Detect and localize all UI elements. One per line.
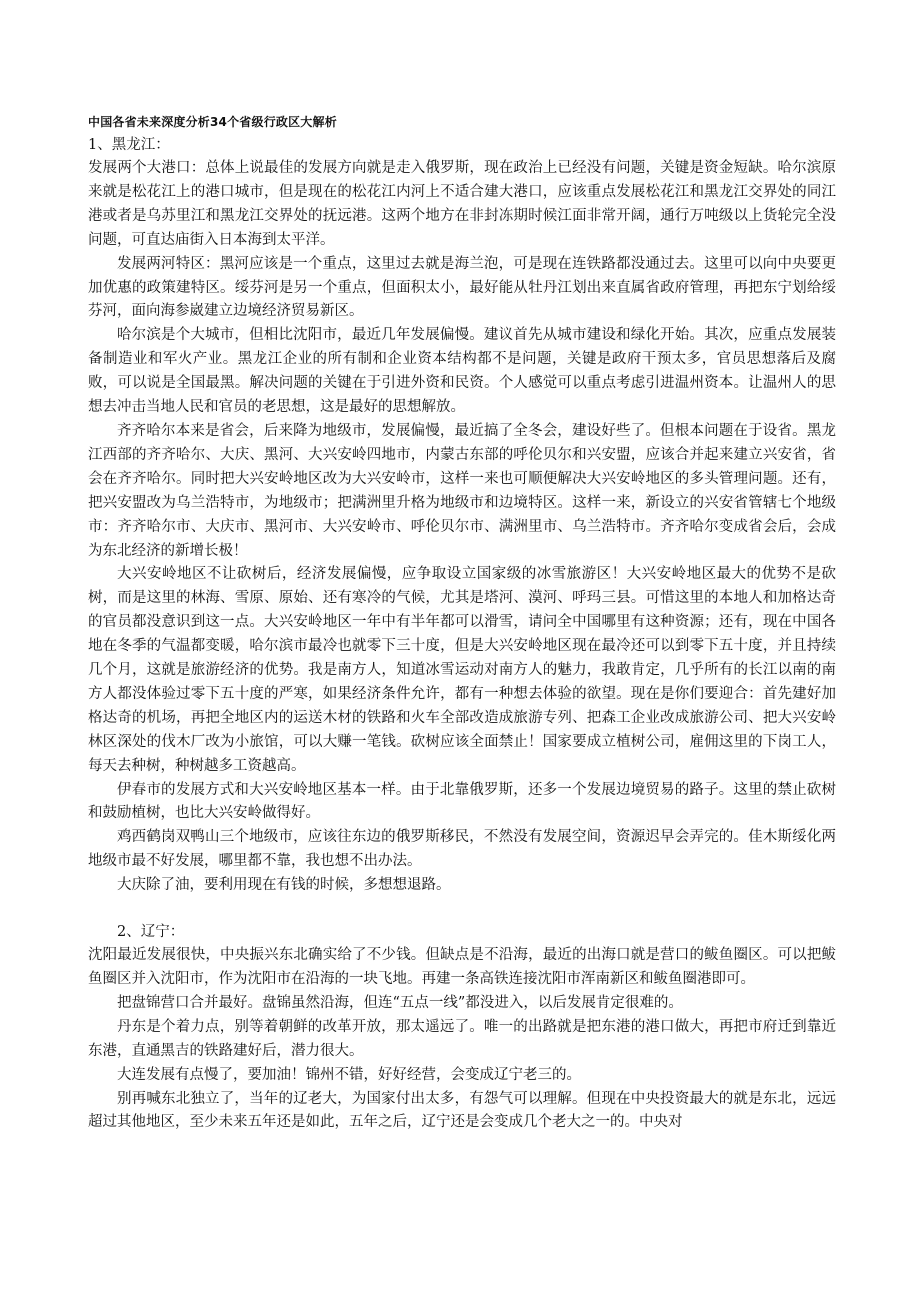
paragraph: 哈尔滨是个大城市，但相比沈阳市，最近几年发展偏慢。建议首先从城市建设和绿化开始。其次，应重点发展装备制造业和军火产业。黑龙江企业的所有制和企业资本结构都不是问题，关键是政府干预太多，官员思想落后及腐败，可以说是全国最黑。解决问题的关键在于引进外资和民资。个人感觉可以重点考虑引进温州资本。让温州人的思想去冲击当地人民和官员的老思想，这是最好的思想解放。	[88, 327, 836, 416]
paragraph: 发展两个大港口：总体上说最佳的发展方向就是走入俄罗斯，现在政治上已经没有问题，关键是资金短缺。哈尔滨原来就是松花江上的港口城市，但是现在的松花江内河上不适合建大港口，应该重点发展松花江和黑龙江交界处的同江港或者是乌苏里江和黑龙江交界处的抚远港。这两个地方在非封冻期时候江面非常开阔，通行万吨级以上货轮完全没问题，可直达庙街入日本海到太平洋。	[88, 160, 836, 248]
paragraph: 齐齐哈尔本来是省会，后来降为地级市，发展偏慢，最近搞了全冬会，建设好些了。但根本问题在于设省。黑龙江西部的齐齐哈尔、大庆、黑河、大兴安岭四地市，内蒙古东部的呼伦贝尔和兴安盟，应该合并起来建立兴安省，省会在齐齐哈尔。同时把大兴安岭地区改为大兴安岭市，这样一来也可顺便解决大兴安岭地区的多头管理问题。还有，把兴安盟改为乌兰浩特市，为地级市；把满洲里升格为地级市和边境特区。这样一来，新设立的兴安省管辖七个地级市：齐齐哈尔市、大庆市、黑河市、大兴安岭市、呼伦贝尔市、满洲里市、乌兰浩特市。齐齐哈尔变成省会后，会成为东北经济的新增长极！	[88, 422, 836, 559]
paragraph: 沈阳最近发展很快，中央振兴东北确实给了不少钱。但缺点是不沿海，最近的出海口就是营口的鲅鱼圈区。可以把鲅鱼圈区并入沈阳市，作为沈阳市在沿海的一块飞地。再建一条高铁连接沈阳市浑南新区和鲅鱼圈港即可。	[88, 947, 836, 987]
section-spacer	[88, 898, 836, 921]
document-page	[88, 112, 836, 1135]
paragraph: 把盘锦营口合并最好。盘锦虽然沿海，但连“五点一线”都没进入，以后发展肯定很难的。	[117, 994, 683, 1011]
section-liaoning	[88, 921, 836, 1135]
paragraph: 丹东是个着力点，别等着朝鲜的改革开放，那太遥远了。唯一的出路就是把东港的港口做大，再把市府迁到靠近东港，直通黑吉的铁路建好后，潜力很大。	[88, 1018, 836, 1059]
section-heading: 2、辽宁：	[117, 924, 185, 941]
section-heading: 1、黑龙江：	[88, 137, 170, 153]
paragraph: 鸡西鹤岗双鸭山三个地级市，应该往东边的俄罗斯移民，不然没有发展空间，资源迟早会弄完的。佳木斯绥化两地级市最不好发展，哪里都不靠，我也想不出办法。	[88, 829, 836, 870]
paragraph: 大庆除了油，要利用现在有钱的时候，多想想退路。	[117, 877, 451, 894]
paragraph: 大连发展有点慢了，要加油！锦州不错，好好经营，会变成辽宁老三的。	[117, 1066, 581, 1083]
document-title: 中国各省未来深度分析34个省级行政区大解析	[88, 115, 337, 129]
paragraph: 别再喊东北独立了，当年的辽老大，为国家付出太多，有怨气可以理解。但现在中央投资最大的就是东北，远远超过其他地区，至少未来五年还是如此，五年之后，辽宁还是会变成几个老大之一的。中央对	[88, 1090, 836, 1131]
section-heilongjiang	[88, 134, 836, 898]
paragraph: 大兴安岭地区不让砍树后，经济发展偏慢，应争取设立国家级的冰雪旅游区！大兴安岭地区最大的优势不是砍树，而是这里的林海、雪原、原始、还有寒冷的气候，尤其是塔河、漠河、呼玛三县。可惜这里的本地人和加格达奇的官员都没意识到这一点。大兴安岭地区一年中有半年都可以滑雪，请问全中国哪里有这种资源；还有，现在中国各地在冬季的气温都变暖，哈尔滨市最冷也就零下三十度，但是大兴安岭地区现在最冷还可以到零下五十度，并且持续几个月，这就是旅游经济的优势。我是南方人，知道冰雪运动对南方人的魅力，我敢肯定，几乎所有的长江以南的南方人都没体验过零下五十度的严寒，如果经济条件允许，都有一种想去体验的欲望。现在是你们要迎合：首先建好加格达奇的机场，再把全地区内的运送木材的铁路和火车全部改造成旅游专列、把森工企业改成旅游公司、把大兴安岭林区深处的伐木厂改为小旅馆，可以大赚一笔钱。砍树应该全面禁止！国家要成立植树公司，雇佣这里的下岗工人，每天去种树，种树越多工资越高。	[88, 566, 836, 774]
paragraph: 发展两河特区：黑河应该是一个重点，这里过去就是海兰泡，可是现在连铁路都没通过去。这里可以向中央要更加优惠的政策建特区。绥芬河是另一个重点，但面积太小，最好能从牡丹江划出来直属省政府管理，再把东宁划给绥芬河，面向海参崴建立边境经济贸易新区。	[88, 255, 836, 320]
paragraph: 伊春市的发展方式和大兴安岭地区基本一样。由于北靠俄罗斯，还多一个发展边境贸易的路子。这里的禁止砍树和鼓励植树，也比大兴安岭做得好。	[88, 781, 836, 822]
